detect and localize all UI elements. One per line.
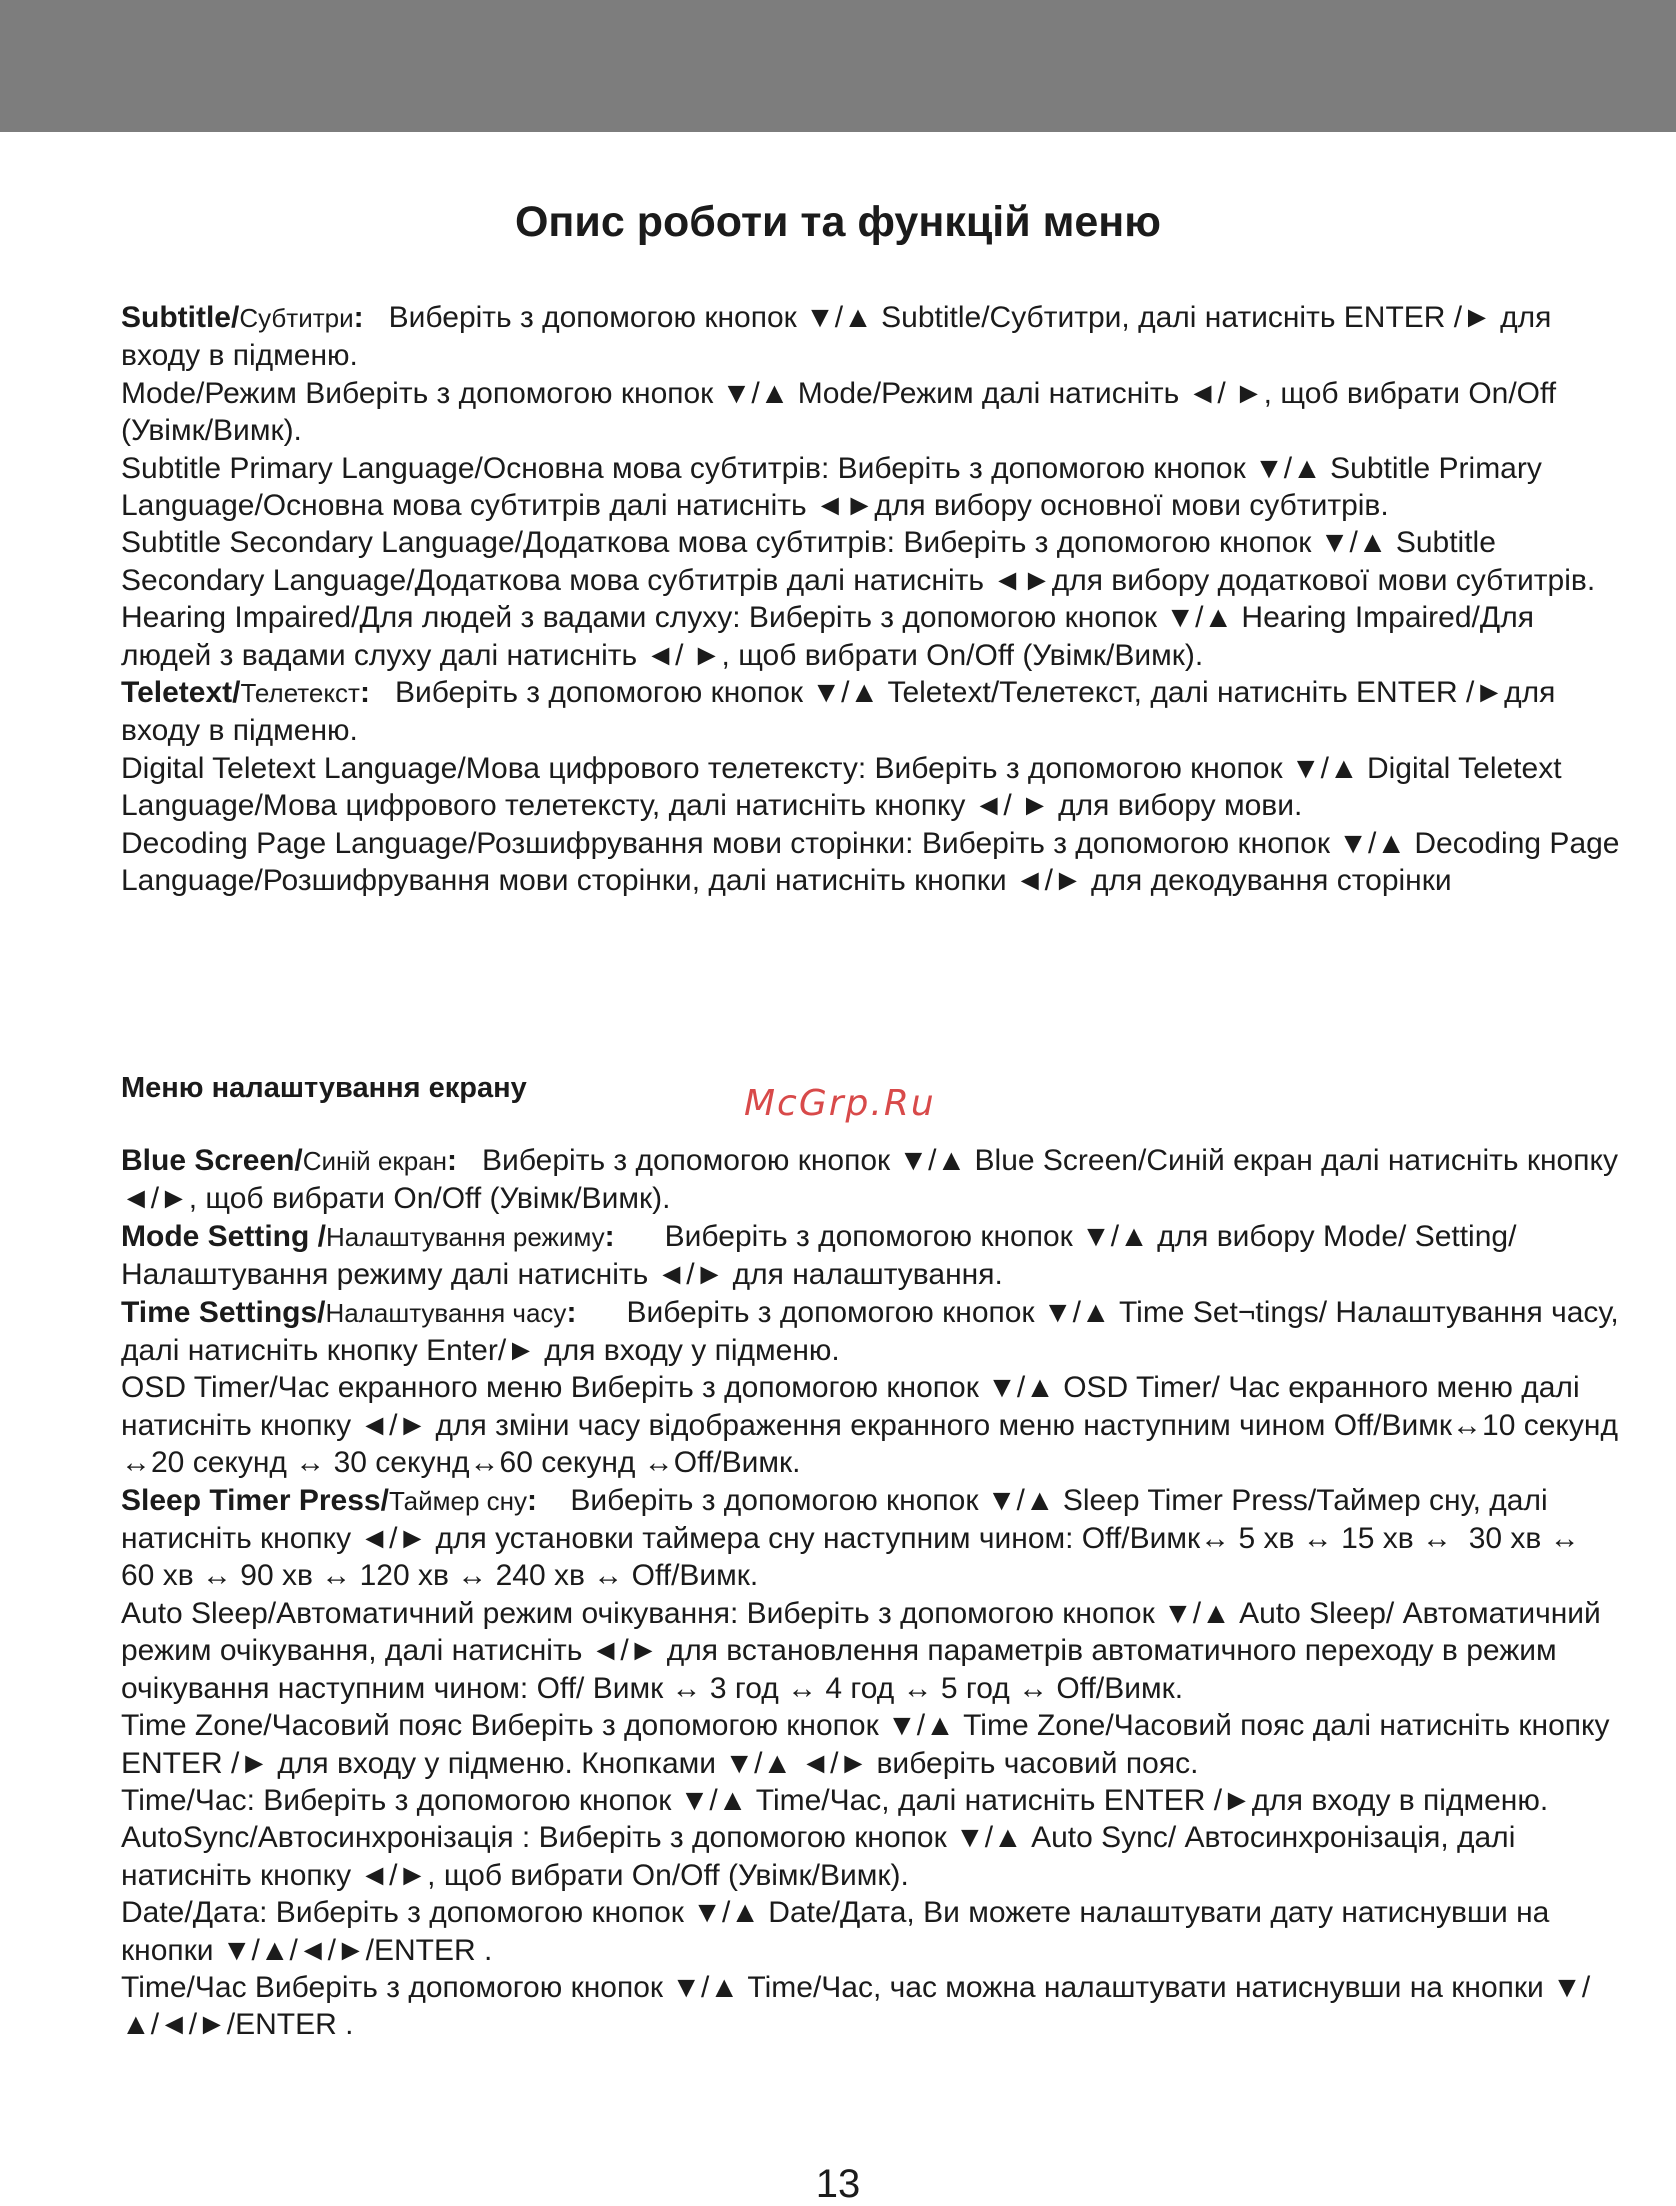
term-label-translation: Субтитри: [239, 303, 354, 333]
paragraph-text: Виберіть з допомогою кнопок ▼/▲ Sleep Timer Press/Таймер сну, далі натисніть кнопку ◄/► для установки таймера сну наступним чином: Off/Вимк↔ 5 хв ↔ 15 хв ↔ 30 хв ↔ 60 хв ↔ 90 хв ↔ 120 хв ↔ 240 хв ↔ Off/Вимк.: [121, 1483, 1589, 1593]
paragraph-teletext: [121, 674, 1621, 750]
watermark-text: McGrp.Ru: [744, 1083, 936, 1124]
paragraph-digital-teletext-language: Digital Teletext Language/Мова цифрового телетексту: Виберіть з допомогою кнопок ▼/▲ Digital Teletext Language/Мова цифрового телетексту, далі натисніть кнопку ◄/ ► для вибору мови.: [121, 751, 1562, 823]
term-colon: :: [447, 1144, 458, 1177]
subtitle-menu-description: [121, 299, 1621, 900]
term-label: Blue Screen/: [121, 1144, 303, 1177]
term-colon: :: [353, 301, 364, 334]
paragraph-text: Виберіть з допомогою кнопок ▼/▲ Blue Screen/Синій екран далі натисніть кнопку ◄/►, щоб вибрати On/Off (Увімк/Вимк).: [121, 1144, 1627, 1216]
term-label: Mode Setting /: [121, 1219, 326, 1253]
paragraph-text: Виберіть з допомогою кнопок ▼/▲ Time Set¬tings/ Налаштування часу, далі натисніть кнопку Enter/► для входу у підменю.: [121, 1295, 1628, 1368]
paragraph-mode-setting: [121, 1218, 1621, 1294]
term-colon: :: [566, 1295, 577, 1329]
page-number: 13: [815, 2162, 861, 2206]
paragraph-text: Виберіть з допомогою кнопок ▼/▲ для вибору Mode/ Setting/ Налаштування режиму далі натисніть ◄/► для налаштування.: [121, 1219, 1525, 1292]
paragraph-text: Виберіть з допомогою кнопок ▼/▲ Subtitle/Субтитри, далі натисніть ENTER /► для входу в підменю.: [121, 301, 1560, 373]
paragraph-osd-timer: OSD Timer/Час екранного меню Виберіть з допомогою кнопок ▼/▲ OSD Timer/ Час екранного меню далі натисніть кнопку ◄/► для зміни часу відображення екранного меню наступним чином Off/Вимк↔10 секунд ↔20 секунд ↔ 30 секунд↔60 секунд ↔Off/Вимк.: [121, 1371, 1618, 1480]
term-label-translation: Налаштування часу: [325, 1297, 567, 1328]
paragraph-mode: Mode/Режим Виберіть з допомогою кнопок ▼/▲ Mode/Режим далі натисніть ◄/ ►, щоб вибрати On/Off (Увімк/Вимк).: [121, 376, 1557, 448]
term-label: Time Settings/: [121, 1295, 326, 1329]
term-colon: :: [527, 1483, 538, 1517]
paragraph-date: Date/Дата: Виберіть з допомогою кнопок ▼/▲ Date/Дата, Ви можете налаштувати дату натиснувши на кнопки ▼/▲/◄/►/ENTER .: [121, 1896, 1550, 1967]
paragraph-time-setting: Time/Час Виберіть з допомогою кнопок ▼/▲ Time/Час, час можна налаштувати натиснувши на кнопки ▼/▲/◄/►/ENTER .: [121, 1970, 1591, 2042]
page-title: Опис роботи та функцій меню: [514, 198, 1161, 246]
term-label: Subtitle/: [121, 301, 240, 334]
paragraph-hearing-impaired: Hearing Impaired/Для людей з вадами слуху: Виберіть з допомогою кнопок ▼/▲ Hearing Impaired/Для людей з вадами слуху далі натисніть ◄/ ►, щоб вибрати On/Off (Увімк/Вимк).: [121, 601, 1534, 672]
term-label: Sleep Timer Press/: [121, 1483, 389, 1517]
paragraph-blue-screen: [121, 1142, 1627, 1218]
paragraph-text: Виберіть з допомогою кнопок ▼/▲ Teletext/Телетекст, далі натисніть ENTER /►для входу в підменю.: [121, 676, 1564, 748]
paragraph-sleep-timer: [121, 1482, 1621, 1595]
paragraph-time-settings: [121, 1294, 1628, 1370]
term-colon: :: [604, 1219, 615, 1253]
paragraph-time-zone: Time Zone/Часовий пояс Виберіть з допомогою кнопок ▼/▲ Time Zone/Часовий пояс далі натисніть кнопку ENTER /► для входу у підменю. Кнопками ▼/▲ ◄/► виберіть часовий пояс.: [121, 1709, 1610, 1780]
term-label-translation: Синій екран: [302, 1146, 448, 1176]
paragraph-subtitle: [121, 299, 1621, 375]
paragraph-time: Time/Час: Виберіть з допомогою кнопок ▼/▲ Time/Час, далі натисніть ENTER /►для входу в підменю.: [121, 1783, 1549, 1817]
paragraph-autosync: AutoSync/Автосинхронізація : Виберіть з допомогою кнопок ▼/▲ Auto Sync/ Автосинхронізація, далі натисніть кнопку ◄/►, щоб вибрати On/Off (Увімк/Вимк).: [121, 1821, 1516, 1892]
section-heading-screen-settings: Меню налаштування екрану: [121, 1072, 527, 1104]
term-colon: :: [359, 676, 370, 710]
term-label: Teletext/: [121, 676, 241, 710]
paragraph-subtitle-primary-language: Subtitle Primary Language/Основна мова субтитрів: Виберіть з допомогою кнопок ▼/▲ Subtitle Primary Language/Основна мова субтитрів далі натисніть ◄►для вибору основної мови субтитрів.: [121, 451, 1542, 523]
paragraph-subtitle-secondary-language: Subtitle Secondary Language/Додаткова мова субтитрів: Виберіть з допомогою кнопок ▼/▲ Subtitle Secondary Language/Додаткова мова субтитрів далі натисніть ◄►для вибору додаткової мови субтитрів.: [121, 526, 1596, 597]
term-label-translation: Налаштування режиму: [326, 1221, 605, 1252]
header-bar: [0, 0, 1676, 132]
term-label-translation: Таймер сну: [388, 1485, 528, 1516]
term-label-translation: Телетекст: [240, 678, 360, 709]
paragraph-decoding-page-language: Decoding Page Language/Розшифрування мови сторінки: Виберіть з допомогою кнопок ▼/▲ Decoding Page Language/Розшифрування мови сторінки, далі натисніть кнопки ◄/► для декодування сторінки: [121, 826, 1620, 898]
paragraph-auto-sleep: Auto Sleep/Автоматичний режим очікування: Виберіть з допомогою кнопок ▼/▲ Auto Sleep/ Автоматичний режим очікування, далі натисніть ◄/► для встановлення параметрів автоматичного переходу в режим очікування наступним чином: Off/ Вимк ↔ 3 год ↔ 4 год ↔ 5 год ↔ Off/Вимк.: [121, 1596, 1601, 1705]
screen-settings-description: [121, 1142, 1628, 2044]
